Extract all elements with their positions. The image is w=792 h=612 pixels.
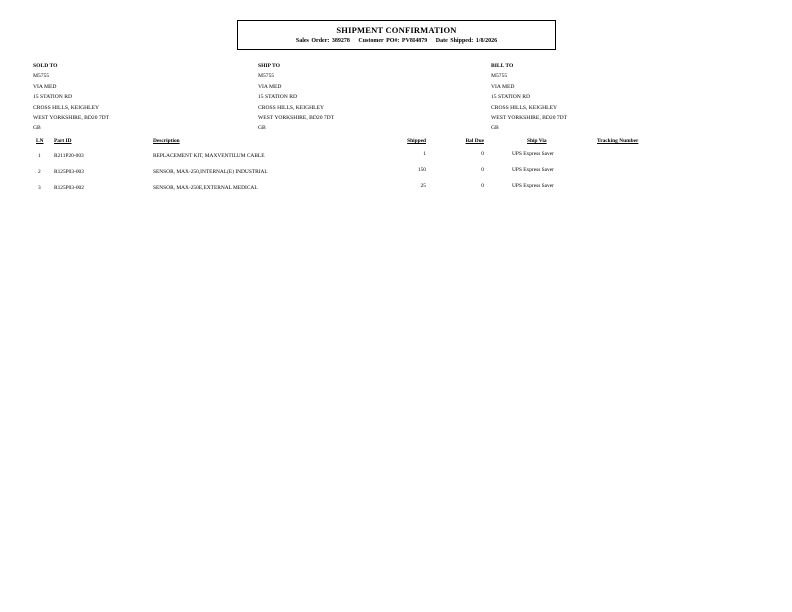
sales-order: Sales Order: 389278 — [295, 38, 350, 44]
col-header-shipped: Shipped — [407, 138, 426, 144]
sold-to-heading: SOLD TO — [33, 63, 58, 69]
address-line: 15 STATION RD — [33, 94, 73, 101]
address-line: WEST YORKSHIRE, BD20 7DT — [491, 115, 568, 122]
cell-ship-via: UPS Express Saver — [512, 167, 554, 173]
cell-bal-due: 0 — [481, 183, 484, 189]
col-header-part-id: Part ID — [54, 138, 72, 144]
address-line: 15 STATION RD — [491, 94, 531, 101]
col-header-ln: LN — [36, 138, 44, 144]
bill-to-heading: BILL TO — [491, 63, 514, 69]
address-line: WEST YORKSHIRE, BD20 7DT — [258, 115, 335, 122]
sold-to-block — [33, 61, 109, 134]
ship-to-block — [258, 61, 334, 134]
cell-part-id: R211P20-003 — [54, 153, 84, 159]
cell-ln: 2 — [38, 169, 41, 175]
cell-bal-due: 0 — [481, 167, 484, 173]
address-line: M5755 — [33, 73, 50, 80]
cell-part-id: R125P03-002 — [54, 185, 84, 191]
cell-description: REPLACEMENT KIT, MAXVENTILUM CABLE — [153, 153, 265, 159]
address-line: CROSS HILLS, KEIGHLEY — [491, 104, 558, 111]
cell-ln: 3 — [38, 185, 41, 191]
cell-ln: 1 — [38, 153, 41, 159]
col-header-description: Description — [153, 138, 180, 144]
ship-to-heading: SHIP TO — [258, 63, 281, 69]
address-line: M5755 — [491, 73, 508, 80]
cell-description: SENSOR, MAX-250,INTERNAL(E) INDUSTRIAL — [153, 169, 268, 175]
customer-po: Customer PO#: PV8I4879 — [358, 38, 428, 44]
address-line: M5755 — [258, 73, 275, 80]
address-line: GB — [258, 125, 266, 132]
address-line: WEST YORKSHIRE, BD20 7DT — [33, 115, 110, 122]
col-header-bal-due: Bal Due — [465, 138, 484, 144]
title-box — [237, 20, 556, 50]
cell-shipped: 150 — [417, 167, 426, 173]
cell-ship-via: UPS Express Saver — [512, 151, 554, 157]
address-line: GB — [491, 125, 499, 132]
col-header-tracking: Tracking Number — [597, 138, 639, 144]
address-line: CROSS HILLS, KEIGHLEY — [33, 104, 100, 111]
order-summary — [238, 38, 555, 44]
bill-to-block — [491, 61, 567, 134]
cell-shipped: 1 — [423, 151, 426, 157]
cell-shipped: 25 — [420, 183, 426, 189]
col-header-ship-via: Ship Via — [527, 138, 547, 144]
cell-bal-due: 0 — [481, 151, 484, 157]
address-line: VIA MED — [33, 83, 57, 90]
address-line: CROSS HILLS, KEIGHLEY — [258, 104, 325, 111]
address-line: GB — [33, 125, 41, 132]
cell-ship-via: UPS Express Saver — [512, 183, 554, 189]
cell-part-id: R125P03-003 — [54, 169, 84, 175]
address-line: VIA MED — [491, 83, 515, 90]
address-line: VIA MED — [258, 83, 282, 90]
date-shipped: Date Shipped: 1/8/2026 — [435, 38, 498, 44]
address-line: 15 STATION RD — [258, 94, 298, 101]
cell-description: SENSOR, MAX-250E,EXTERNAL MEDICAL — [153, 185, 258, 191]
page-title: SHIPMENT CONFIRMATION — [336, 25, 457, 35]
